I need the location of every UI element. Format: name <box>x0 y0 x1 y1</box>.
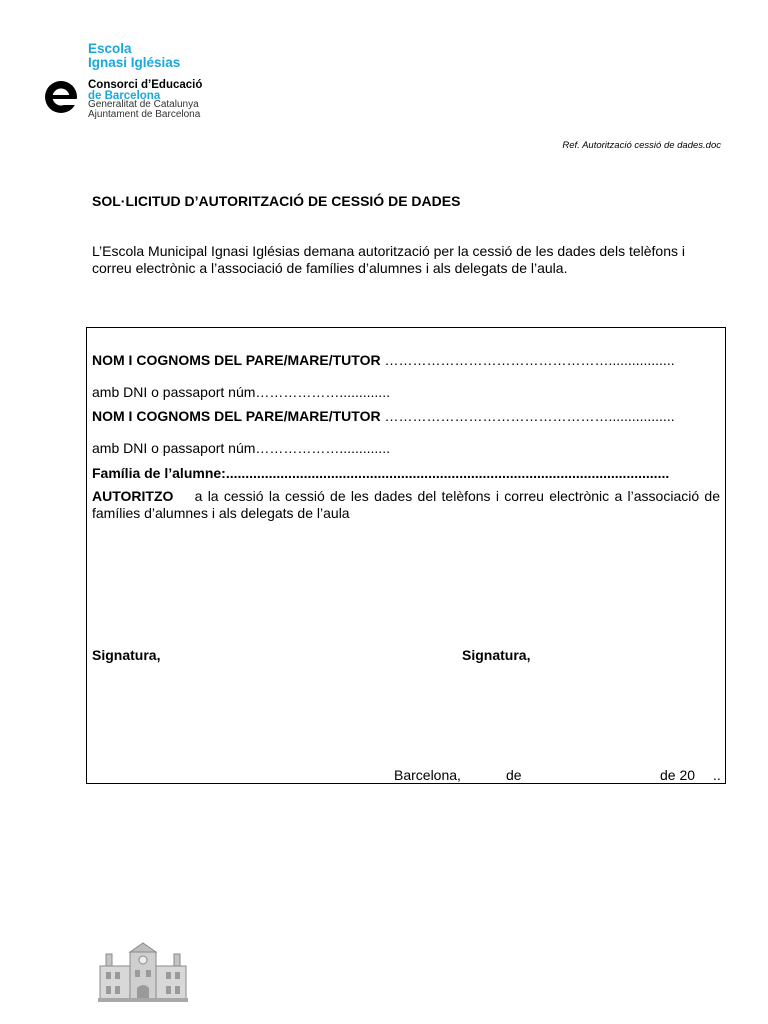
parent2-label: NOM I COGNOMS DEL PARE/MARE/TUTOR <box>92 408 381 424</box>
document-reference: Ref. Autorització cessió de dades.doc <box>562 140 721 151</box>
signature-label-1: Signatura, <box>92 647 161 663</box>
parent1-line <box>92 352 720 368</box>
consorci-line1: Consorci d’Educació <box>88 79 203 91</box>
autoritzo-text: a la cessió la cessió de les dades del telèfons i correu electrònic a l’associació de famílies d’alumnes i als delegats de l’aula <box>92 488 721 521</box>
gov-line2: Ajuntament de Barcelona <box>88 109 201 120</box>
school-building-icon <box>98 940 188 1002</box>
document-title: SOL·LICITUD D’AUTORITZACIÓ DE CESSIÓ DE DADES <box>92 193 461 209</box>
city-label: Barcelona, <box>394 767 461 783</box>
authorization-paragraph <box>92 488 720 522</box>
school-name-line1: Escola <box>88 41 132 56</box>
gov-line1: Generalitat de Catalunya <box>88 99 199 110</box>
family-field[interactable]: Família de l’alumne:.................................................................................................................. <box>92 465 670 481</box>
parent2-line <box>92 408 720 424</box>
dni2-field[interactable]: amb DNI o passaport núm………………............. <box>92 440 390 456</box>
intro-paragraph: L’Escola Municipal Ignasi Iglésias demana autorització per la cessió de les dades dels telèfons i correu electrònic a l’associació de famílies d’alumnes i als delegats de l’aula. <box>92 243 686 276</box>
date-year-label: de 20 <box>660 767 696 783</box>
parent1-label: NOM I COGNOMS DEL PARE/MARE/TUTOR <box>92 352 381 368</box>
school-name-line2: Ignasi Iglésias <box>88 55 181 70</box>
autoritzo-label: AUTORITZO <box>92 488 174 504</box>
government-names <box>88 100 200 120</box>
signature-label-2: Signatura, <box>462 647 531 663</box>
date-de-label: de <box>506 767 522 783</box>
consorci-e-logo-icon <box>44 80 78 114</box>
parent1-field[interactable]: …………………………………………................. <box>384 352 675 368</box>
parent2-field[interactable]: …………………………………………................. <box>384 408 675 424</box>
dni1-field[interactable]: amb DNI o passaport núm………………............. <box>92 384 390 400</box>
consorci-line2: de Barcelona <box>88 90 161 102</box>
school-name <box>88 42 180 70</box>
date-dots: .. <box>713 767 721 783</box>
